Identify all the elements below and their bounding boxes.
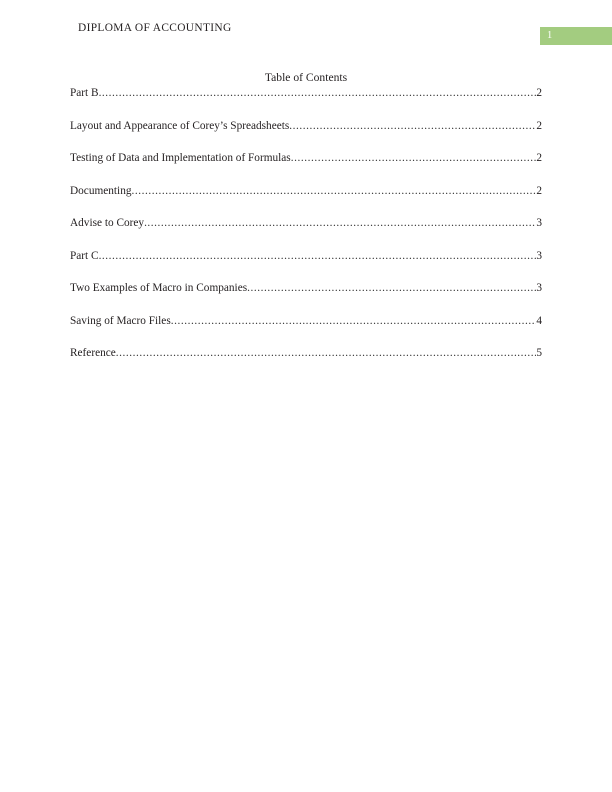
toc-entry-label: Advise to Corey [70, 217, 145, 229]
table-of-contents-heading: Table of Contents [264, 71, 348, 84]
toc-entry-label: Part C [70, 249, 99, 262]
toc-entry-leader [291, 152, 537, 165]
toc-entry[interactable] [70, 120, 542, 153]
toc-entry[interactable] [70, 87, 542, 120]
toc-entry-label: Testing of Data and Implementation of Formulas [70, 152, 291, 164]
toc-entry-label: Reference [70, 347, 116, 359]
toc-entry-leader [289, 120, 536, 133]
page-number-value: 1 [547, 30, 553, 41]
toc-entry-leader [171, 315, 537, 328]
toc-entry[interactable] [70, 282, 542, 315]
toc-entry-label: Layout and Appearance of Corey’s Spreadsheets [70, 119, 290, 132]
toc-entry-label: Documenting [70, 184, 132, 197]
toc-entry-leader [99, 250, 537, 263]
toc-entry-page: 2 [536, 119, 542, 132]
toc-entry-page: 4 [536, 314, 542, 327]
toc-entry-page: 3 [536, 282, 542, 294]
header-title: DIPLOMA OF ACCOUNTING [78, 22, 232, 34]
toc-entry-page: 5 [536, 347, 542, 359]
toc-entry-leader [144, 217, 536, 230]
toc-entry-leader [132, 185, 537, 198]
table-of-contents-list [70, 87, 542, 380]
toc-entry-page: 2 [536, 87, 542, 99]
toc-entry[interactable] [70, 315, 542, 348]
page-number-tab [540, 27, 612, 45]
toc-entry[interactable] [70, 185, 542, 218]
toc-entry[interactable] [70, 152, 542, 185]
toc-entry[interactable] [70, 217, 542, 250]
toc-entry-label: Saving of Macro Files [70, 314, 171, 327]
toc-entry-page: 3 [536, 217, 542, 229]
toc-entry-label: Two Examples of Macro in Companies [70, 282, 248, 294]
toc-entry-page: 2 [536, 152, 542, 164]
toc-entry-leader [99, 87, 537, 100]
page-header [0, 0, 612, 56]
toc-entry-leader [247, 282, 536, 295]
toc-entry-leader [116, 347, 537, 360]
toc-entry-label: Part B [70, 87, 99, 99]
toc-entry[interactable] [70, 250, 542, 283]
toc-entry-page: 3 [536, 249, 542, 262]
toc-entry-page: 2 [536, 184, 542, 197]
toc-entry[interactable] [70, 347, 542, 380]
